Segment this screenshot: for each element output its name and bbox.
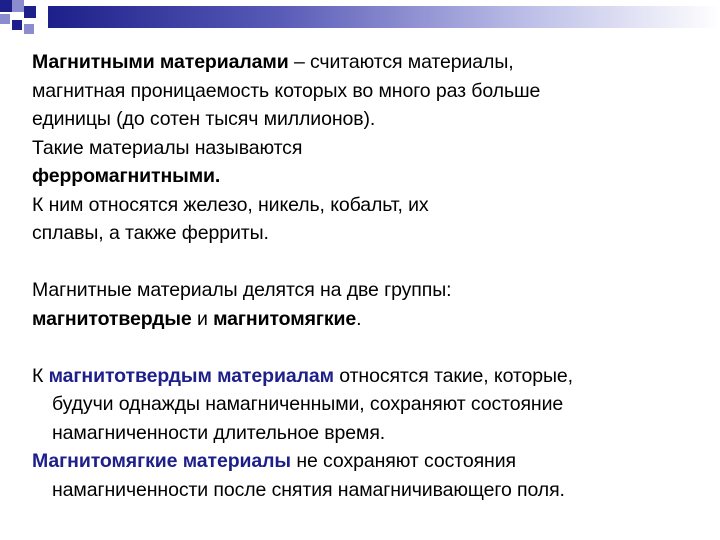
paragraph-1-line-4: Такие материалы называются: [32, 136, 303, 159]
paragraph-4-line-1: [32, 447, 712, 476]
paragraph-1-line-6: К ним относятся железо, никель, кобальт, их: [32, 193, 429, 216]
decor-square: [24, 24, 34, 34]
decor-square: [0, 0, 12, 12]
spacer: [32, 248, 712, 277]
paragraph-1-line-7: сплавы, а также ферриты.: [32, 222, 269, 244]
paragraph-3-line-1: [32, 362, 712, 391]
paragraph-1-line-2: магнитная проницаемость которых во много раз больше: [32, 79, 541, 102]
paragraph-2-line-1: Магнитные материалы делятся на две группы:: [32, 279, 452, 301]
header-gradient-bar: [48, 6, 720, 28]
term-hard-magnetic: магнитотвердые: [32, 307, 192, 330]
decor-square: [12, 20, 22, 30]
paragraph-2-line-2: [32, 305, 712, 334]
decor-square: [24, 6, 36, 18]
term-soft-magnetic-materials: Магнитомягкие материалы: [32, 450, 291, 472]
text-fragment: К: [32, 364, 49, 387]
term-hard-magnetic-materials: магнитотвердым материалам: [48, 364, 334, 387]
slide-body: [32, 48, 712, 504]
header-decoration: [0, 0, 720, 40]
term-soft-magnetic: магнитомягкие: [213, 307, 357, 330]
decor-square: [12, 0, 24, 12]
spacer: [32, 333, 712, 362]
text-fragment: относятся такие, которые,: [333, 364, 573, 387]
text-fragment: и: [191, 307, 214, 330]
paragraph-3-line-2: будучи однажды намагниченными, сохраняют состояние: [52, 393, 564, 415]
paragraph-1-line-3: единицы (до сотен тысяч миллионов).: [32, 108, 376, 130]
text-fragment: – считаются материалы,: [288, 51, 514, 73]
decor-square: [0, 14, 10, 24]
term-ferromagnetic: ферромагнитными.: [32, 165, 221, 187]
text-fragment: не сохраняют состояния: [291, 450, 516, 472]
paragraph-4-line-2: намагниченности после снятия намагничивающего поля.: [52, 478, 565, 501]
paragraph-3-line-3: намагниченности длительное время.: [52, 421, 386, 444]
text-fragment: .: [356, 307, 362, 330]
term-magnetic-materials: Магнитными материалами: [32, 51, 289, 73]
paragraph-1-line-1: [32, 48, 712, 77]
